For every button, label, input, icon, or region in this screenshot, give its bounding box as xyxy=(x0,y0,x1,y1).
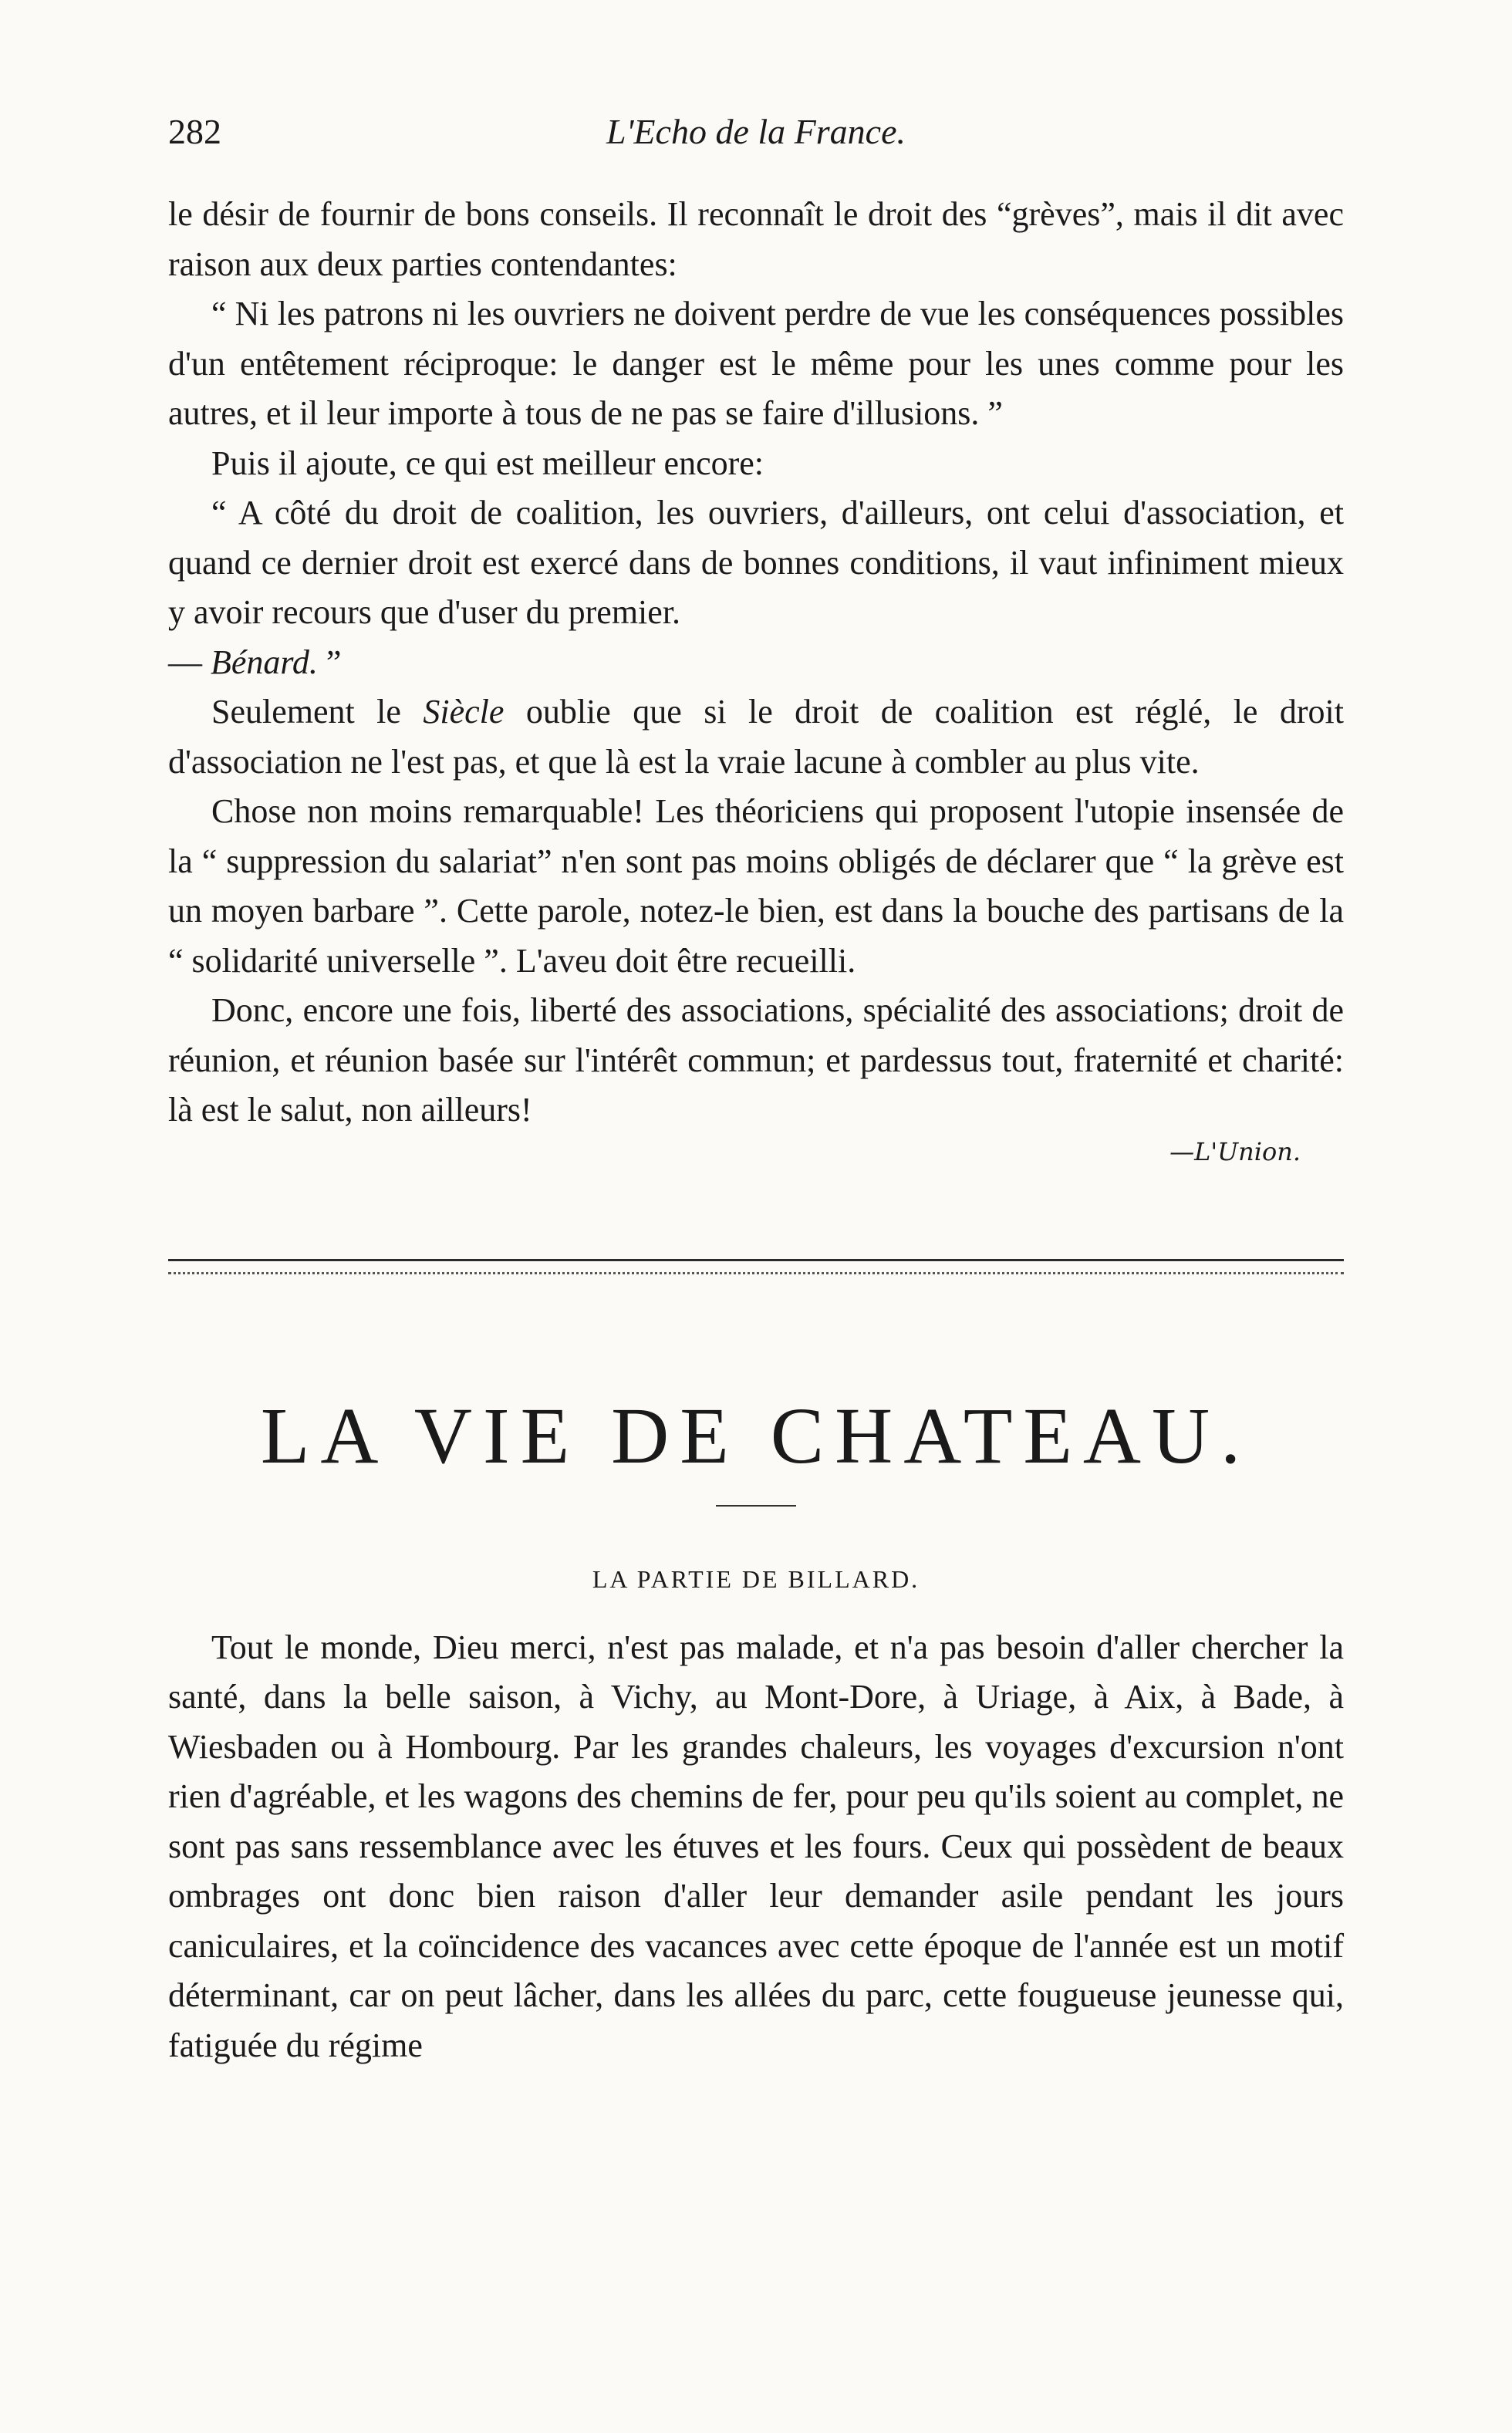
source-attribution: —L'Union. xyxy=(1169,1136,1301,1166)
paragraph xyxy=(168,687,1344,787)
paragraph: le désir de fournir de bons conseils. Il reconnaît le droit des “grèves”, mais il dit avec raison aux deux parties contendantes: xyxy=(168,195,1344,283)
newspaper-name: Siècle xyxy=(423,693,505,731)
page-number: 282 xyxy=(168,112,221,151)
quote-attribution xyxy=(168,638,1344,688)
section-title: LA VIE DE CHATEAU. xyxy=(260,1391,1252,1480)
paragraph-text: Seulement le xyxy=(211,693,424,731)
running-head xyxy=(168,93,1344,154)
title-rule xyxy=(716,1505,796,1507)
paragraph: “ Ni les patrons ni les ouvriers ne doivent perdre de vue les conséquences possibles d'un entêtement réciproque: le danger est le même pour les unes comme pour les autres, et il leur importe à tous de ne pas se faire d'illusions. ” xyxy=(168,295,1344,432)
paragraph: Chose non moins remarquable! Les théoriciens qui proposent l'utopie insensée de la “ suppression du salariat” n'en sont pas moins obligés de déclarer que “ la grève est un moyen barbare ”. Cette parole, notez-le bien, est dans la bouche des partisans de la “ solidarité universelle ”. L'aveu doit être recueilli. xyxy=(168,792,1344,980)
paragraph: Donc, encore une fois, liberté des associations, spécialité des associations; droit de réunion, et réunion basée sur l'intérêt commun; et pardessus tout, fraternité et charité: là est le salut, non ailleurs! xyxy=(168,991,1344,1129)
article-body xyxy=(168,190,1344,1136)
paragraph-text: oublie que si le droit de coalition est réglé, le droit d'association ne l'est pas, et que là est la vraie lacune à combler au plus vite. xyxy=(168,693,1344,781)
attribution-suffix: ” xyxy=(317,643,342,681)
page xyxy=(168,93,1344,2070)
subsection-title: LA PARTIE DE BILLARD. xyxy=(592,1564,920,1593)
attribution-name: Bénard. xyxy=(211,643,318,681)
ornamental-divider xyxy=(168,1259,1344,1274)
paragraph: “ A côté du droit de coalition, les ouvriers, d'ailleurs, ont celui d'association, et quand ce dernier droit est exercé dans de bonnes conditions, il vaut infiniment mieux y avoir recours que d'user du premier. xyxy=(168,494,1344,631)
attribution-prefix: — xyxy=(168,643,211,681)
journal-title: L'Echo de la France. xyxy=(606,112,906,151)
paragraph: Puis il ajoute, ce qui est meilleur encore: xyxy=(211,444,764,482)
article-body xyxy=(168,1623,1344,2071)
paragraph: Tout le monde, Dieu merci, n'est pas malade, et n'a pas besoin d'aller chercher la santé, dans la belle saison, à Vichy, au Mont-Dore, à Uriage, à Aix, à Bade, à Wiesbaden ou à Hombourg. Par les grandes chaleurs, les voyages d'excursion n'ont rien d'agréable, et les wagons des chemins de fer, pour peu qu'ils soient au complet, ne sont pas sans ressemblance avec les étuves et les fours. Ceux qui possèdent de beaux ombrages ont donc bien raison d'aller leur demander asile pendant les jours caniculaires, et la coïncidence des vacances avec cette époque de l'année est un motif déterminant, car on peut lâcher, dans les allées du parc, cette fougueuse jeunesse qui, fatiguée du régime xyxy=(168,1628,1344,2064)
